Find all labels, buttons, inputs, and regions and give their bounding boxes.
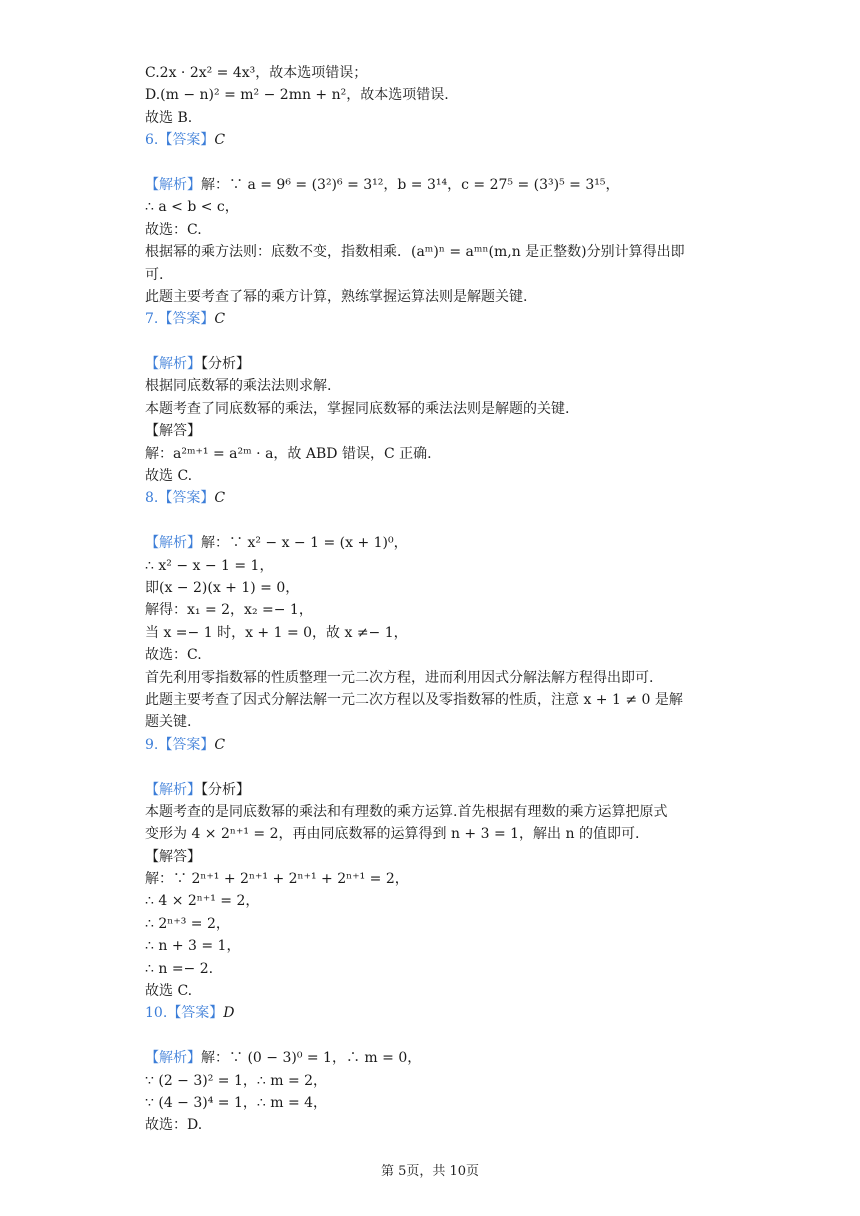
text-line — [145, 196, 725, 218]
text-line — [145, 801, 725, 823]
text-line — [145, 1070, 725, 1092]
answer-tag: 【答案】 — [158, 132, 215, 149]
line-text: ∵ (2 − 3)² = 1，∴ m = 2， — [145, 1072, 328, 1089]
text-line — [145, 599, 725, 621]
analysis-tag: 【解析】 — [145, 176, 201, 193]
text-line — [145, 1092, 725, 1114]
line-text: D.(m − n)² = m² − 2mn + n²，故本选项错误. — [145, 87, 449, 104]
line-text: 本题考查了同底数幂的乘法，掌握同底数幂的乘法法则是解题的关键. — [145, 400, 570, 417]
blank-line — [145, 1025, 725, 1047]
line-text: 题关键. — [145, 714, 192, 731]
line-text: 解：∵ a = 9⁶ = (3²)⁶ = 3¹²，b = 3¹⁴，c = 27⁵ = (3³)⁵ = 3¹⁵， — [201, 176, 620, 193]
analysis-line — [145, 353, 725, 375]
answer-tag: 【答案】 — [158, 311, 215, 328]
line-text: 解：∵ (0 − 3)⁰ = 1，∴ m = 0， — [201, 1050, 422, 1067]
line-text: 故选 B. — [145, 109, 193, 126]
answer-line — [145, 734, 725, 756]
text-line — [145, 913, 725, 935]
line-text: 此题主要考查了因式分解法解一元二次方程以及零指数幂的性质，注意 x + 1 ≠ 0 是解 — [145, 691, 683, 708]
text-line — [145, 107, 725, 129]
line-text: 解：∵ x² − x − 1 = (x + 1)⁰， — [201, 535, 408, 552]
text-line — [145, 890, 725, 912]
text-line — [145, 555, 725, 577]
text-line — [145, 84, 725, 106]
answer-line — [145, 1002, 725, 1024]
analysis-tag: 【解析】 — [145, 1050, 201, 1067]
answer-line — [145, 129, 725, 151]
answer-value: C — [214, 736, 226, 753]
line-text: 故选 C. — [145, 468, 193, 485]
line-text: 故选：C. — [145, 647, 202, 664]
analysis-tag: 【解析】 — [145, 535, 201, 552]
text-line — [145, 286, 725, 308]
line-text: 故选：C. — [145, 221, 202, 238]
question-number: 8. — [145, 490, 159, 507]
text-line — [145, 644, 725, 666]
line-text: C.2x · 2x² = 4x³，故本选项错误； — [145, 65, 368, 81]
text-line — [145, 622, 725, 644]
text-line — [145, 465, 725, 487]
text-line — [145, 868, 725, 890]
text-line — [145, 398, 725, 420]
line-text: 【分析】 — [201, 356, 250, 373]
page-footer: 第 5页，共 10页 — [380, 1164, 480, 1179]
line-text: ∴ x² − x − 1 = 1， — [145, 557, 274, 574]
line-text: 首先利用零指数幂的性质整理一元二次方程，进而利用因式分解法解方程得出即可. — [145, 669, 654, 686]
line-text: 【解答】 — [145, 423, 201, 440]
line-text: 当 x =− 1 时，x + 1 = 0，故 x ≠− 1， — [145, 624, 408, 641]
question-number: 9. — [145, 736, 159, 753]
question-number: 6. — [145, 132, 159, 149]
text-line — [145, 577, 725, 599]
answer-value: D — [223, 1005, 235, 1022]
text-line — [145, 980, 725, 1002]
line-text: 解：a²ᵐ⁺¹ = a²ᵐ · a，故 ABD 错误，C 正确. — [145, 445, 432, 462]
line-text: 【解答】 — [145, 848, 201, 865]
analysis-line — [145, 1047, 725, 1069]
line-text: 故选：D. — [145, 1117, 203, 1134]
analysis-tag: 【解析】 — [145, 781, 201, 798]
text-line — [145, 1114, 725, 1136]
answer-tag: 【答案】 — [158, 736, 215, 753]
answer-line — [145, 308, 725, 330]
line-text: 即(x − 2)(x + 1) = 0， — [145, 579, 300, 596]
blank-line — [145, 510, 725, 532]
line-text: 根据同底数幂的乘法法则求解. — [145, 378, 332, 395]
line-text: ∴ 2ⁿ⁺³ = 2， — [145, 915, 230, 932]
analysis-line — [145, 532, 725, 554]
answer-value: C — [214, 132, 226, 149]
text-line — [145, 420, 725, 442]
text-line — [145, 689, 725, 711]
analysis-line — [145, 779, 725, 801]
text-line — [145, 846, 725, 868]
line-text: ∴ a < b < c， — [145, 199, 239, 216]
text-line — [145, 219, 725, 241]
question-number: 7. — [145, 311, 159, 328]
text-line — [145, 667, 725, 689]
line-text: ∵ (4 − 3)⁴ = 1，∴ m = 4， — [145, 1094, 328, 1111]
answer-value: C — [214, 490, 226, 507]
text-line — [145, 375, 725, 397]
document-body — [145, 62, 725, 1137]
question-number: 10. — [145, 1005, 168, 1022]
line-text: 根据幂的乘方法则：底数不变，指数相乘．(aᵐ)ⁿ = aᵐⁿ(m,n 是正整数)分别计算得出即 — [145, 244, 685, 261]
answer-line — [145, 487, 725, 509]
line-text: 变形为 4 × 2ⁿ⁺¹ = 2，再由同底数幂的运算得到 n + 3 = 1，解出 n 的值即可. — [145, 826, 640, 843]
blank-line — [145, 152, 725, 174]
answer-tag: 【答案】 — [167, 1005, 224, 1022]
line-text: ∴ 4 × 2ⁿ⁺¹ = 2， — [145, 893, 260, 910]
line-text: 此题主要考查了幂的乘方计算，熟练掌握运算法则是解题关键. — [145, 288, 528, 305]
line-text: 本题考查的是同底数幂的乘法和有理数的乘方运算.首先根据有理数的乘方运算把原式 — [145, 803, 668, 820]
line-text: 解得：x₁ = 2，x₂ =− 1， — [145, 602, 313, 619]
answer-tag: 【答案】 — [158, 490, 215, 507]
line-text: ∴ n =− 2. — [145, 960, 214, 977]
analysis-tag: 【解析】 — [145, 356, 201, 373]
text-line — [145, 958, 725, 980]
text-line — [145, 935, 725, 957]
text-line — [145, 241, 725, 263]
text-line — [145, 264, 725, 286]
line-text: ∴ n + 3 = 1， — [145, 938, 241, 955]
text-line — [145, 711, 725, 733]
text-line — [145, 62, 725, 84]
line-text: 【分析】 — [201, 781, 250, 798]
line-text: 故选 C. — [145, 983, 193, 1000]
line-text: 解：∵ 2ⁿ⁺¹ + 2ⁿ⁺¹ + 2ⁿ⁺¹ + 2ⁿ⁺¹ = 2， — [145, 871, 409, 888]
text-line — [145, 443, 725, 465]
line-text: 可. — [145, 266, 164, 283]
answer-value: C — [214, 311, 226, 328]
blank-line — [145, 756, 725, 778]
blank-line — [145, 331, 725, 353]
text-line — [145, 823, 725, 845]
analysis-line — [145, 174, 725, 196]
